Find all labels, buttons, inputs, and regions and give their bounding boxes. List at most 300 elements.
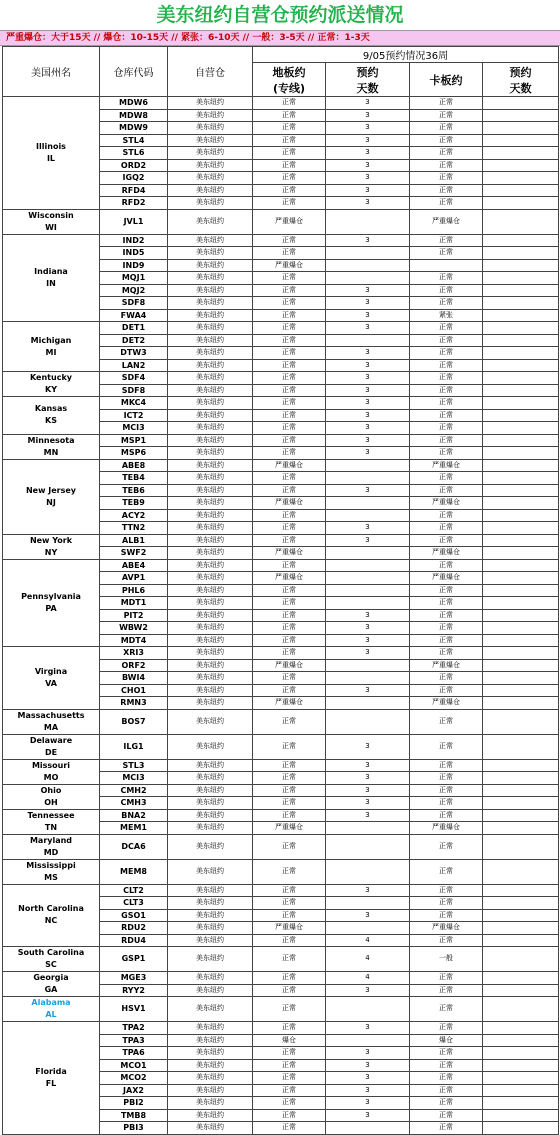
card-days — [483, 409, 559, 422]
floor-days: 3 — [326, 1084, 410, 1097]
card-status: 正常 — [410, 809, 483, 822]
card-days — [483, 597, 559, 610]
warehouse-code: ABE4 — [100, 559, 168, 572]
floor-days: 3 — [326, 1072, 410, 1085]
floor-days: 3 — [326, 297, 410, 310]
floor-days: 3 — [326, 184, 410, 197]
card-days — [483, 147, 559, 160]
warehouse-code: MCO1 — [100, 1059, 168, 1072]
card-status: 正常 — [410, 272, 483, 285]
owner-cell: 美东纽约 — [168, 322, 253, 335]
floor-status: 正常 — [253, 284, 326, 297]
warehouse-code: HSV1 — [100, 997, 168, 1022]
card-days — [483, 1109, 559, 1122]
floor-status: 正常 — [253, 709, 326, 734]
floor-status: 正常 — [253, 147, 326, 160]
card-status: 正常 — [410, 1072, 483, 1085]
floor-status: 正常 — [253, 234, 326, 247]
warehouse-code: STL6 — [100, 147, 168, 160]
warehouse-code: XRI3 — [100, 647, 168, 660]
floor-days: 3 — [326, 172, 410, 185]
card-days — [483, 1022, 559, 1035]
warehouse-code: RFD4 — [100, 184, 168, 197]
warehouse-code: TPA2 — [100, 1022, 168, 1035]
floor-days — [326, 459, 410, 472]
card-status: 正常 — [410, 859, 483, 884]
floor-status: 正常 — [253, 859, 326, 884]
card-status: 正常 — [410, 184, 483, 197]
floor-status: 正常 — [253, 422, 326, 435]
owner-cell: 美东纽约 — [168, 509, 253, 522]
card-days — [483, 1072, 559, 1085]
owner-cell: 美东纽约 — [168, 1109, 253, 1122]
owner-cell: 美东纽约 — [168, 259, 253, 272]
floor-status: 正常 — [253, 1022, 326, 1035]
owner-cell: 美东纽约 — [168, 359, 253, 372]
floor-status: 正常 — [253, 797, 326, 810]
card-days — [483, 859, 559, 884]
card-days — [483, 797, 559, 810]
floor-days: 3 — [326, 422, 410, 435]
header-state: 美国州名 — [3, 47, 100, 97]
card-status: 正常 — [410, 984, 483, 997]
state-cell: Michigan MI — [3, 322, 100, 372]
card-status: 正常 — [410, 359, 483, 372]
owner-cell: 美东纽约 — [168, 772, 253, 785]
floor-status: 正常 — [253, 809, 326, 822]
card-days — [483, 934, 559, 947]
warehouse-code: PBI2 — [100, 1097, 168, 1110]
floor-status: 正常 — [253, 834, 326, 859]
card-status: 严重爆仓 — [410, 697, 483, 710]
table-row — [3, 972, 559, 985]
card-days — [483, 247, 559, 260]
floor-status: 正常 — [253, 97, 326, 110]
floor-days — [326, 709, 410, 734]
state-cell: Georgia GA — [3, 972, 100, 997]
card-status: 正常 — [410, 1097, 483, 1110]
card-days — [483, 434, 559, 447]
floor-status: 严重爆仓 — [253, 822, 326, 835]
warehouse-code: MCI3 — [100, 422, 168, 435]
owner-cell: 美东纽约 — [168, 459, 253, 472]
card-days — [483, 1084, 559, 1097]
table-row — [3, 884, 559, 897]
card-days — [483, 484, 559, 497]
card-days — [483, 134, 559, 147]
warehouse-code: CMH2 — [100, 784, 168, 797]
card-status: 正常 — [410, 447, 483, 460]
floor-status: 正常 — [253, 309, 326, 322]
floor-status: 严重爆仓 — [253, 209, 326, 234]
owner-cell: 美东纽约 — [168, 709, 253, 734]
floor-days: 3 — [326, 122, 410, 135]
floor-status: 正常 — [253, 197, 326, 210]
floor-days — [326, 547, 410, 560]
floor-status: 正常 — [253, 359, 326, 372]
warehouse-code: SWF2 — [100, 547, 168, 560]
card-days — [483, 284, 559, 297]
card-status: 正常 — [410, 134, 483, 147]
floor-status: 正常 — [253, 509, 326, 522]
floor-days — [326, 659, 410, 672]
warehouse-code: ILG1 — [100, 734, 168, 759]
warehouse-code: MQJ1 — [100, 272, 168, 285]
owner-cell: 美东纽约 — [168, 397, 253, 410]
warehouse-code: PIT2 — [100, 609, 168, 622]
card-days — [483, 97, 559, 110]
card-days — [483, 197, 559, 210]
card-status: 正常 — [410, 534, 483, 547]
state-cell: Pennsylvania PA — [3, 559, 100, 647]
card-days — [483, 922, 559, 935]
floor-status: 正常 — [253, 772, 326, 785]
card-status: 正常 — [410, 1109, 483, 1122]
card-days — [483, 609, 559, 622]
floor-days: 3 — [326, 284, 410, 297]
warehouse-code: BWI4 — [100, 672, 168, 685]
warehouse-code: AVP1 — [100, 572, 168, 585]
card-days — [483, 534, 559, 547]
warehouse-code: GSP1 — [100, 947, 168, 972]
owner-cell: 美东纽约 — [168, 572, 253, 585]
owner-cell: 美东纽约 — [168, 534, 253, 547]
state-cell: Missouri MO — [3, 759, 100, 784]
floor-status: 严重爆仓 — [253, 547, 326, 560]
floor-days: 3 — [326, 1022, 410, 1035]
card-status: 正常 — [410, 334, 483, 347]
warehouse-code: MDW9 — [100, 122, 168, 135]
floor-status: 正常 — [253, 534, 326, 547]
state-cell: Indiana IN — [3, 234, 100, 322]
warehouse-code: CLT3 — [100, 897, 168, 910]
owner-cell: 美东纽约 — [168, 447, 253, 460]
floor-status: 正常 — [253, 997, 326, 1022]
warehouse-code: ABE8 — [100, 459, 168, 472]
floor-days: 3 — [326, 784, 410, 797]
card-status: 正常 — [410, 509, 483, 522]
warehouse-code: IGQ2 — [100, 172, 168, 185]
floor-days — [326, 209, 410, 234]
card-days — [483, 972, 559, 985]
floor-days — [326, 697, 410, 710]
owner-cell: 美东纽约 — [168, 647, 253, 660]
card-status: 正常 — [410, 797, 483, 810]
floor-days: 3 — [326, 734, 410, 759]
state-cell: New York NY — [3, 534, 100, 559]
floor-status: 正常 — [253, 672, 326, 685]
warehouse-code: RFD2 — [100, 197, 168, 210]
owner-cell: 美东纽约 — [168, 272, 253, 285]
warehouse-code: IND9 — [100, 259, 168, 272]
floor-days: 3 — [326, 409, 410, 422]
card-days — [483, 647, 559, 660]
card-status: 正常 — [410, 609, 483, 622]
state-cell: Florida FL — [3, 1022, 100, 1135]
card-days — [483, 659, 559, 672]
floor-days — [326, 997, 410, 1022]
owner-cell: 美东纽约 — [168, 422, 253, 435]
owner-cell: 美东纽约 — [168, 997, 253, 1022]
card-status: 正常 — [410, 172, 483, 185]
card-days — [483, 447, 559, 460]
card-status: 爆仓 — [410, 1034, 483, 1047]
floor-status: 正常 — [253, 1109, 326, 1122]
floor-days: 3 — [326, 1109, 410, 1122]
floor-status: 正常 — [253, 472, 326, 485]
owner-cell: 美东纽约 — [168, 909, 253, 922]
state-cell: Kansas KS — [3, 397, 100, 435]
floor-days — [326, 497, 410, 510]
floor-days: 4 — [326, 972, 410, 985]
card-days — [483, 1059, 559, 1072]
owner-cell: 美东纽约 — [168, 1097, 253, 1110]
owner-cell: 美东纽约 — [168, 472, 253, 485]
state-cell: Delaware DE — [3, 734, 100, 759]
warehouse-code: MSP6 — [100, 447, 168, 460]
card-days — [483, 309, 559, 322]
card-status: 正常 — [410, 247, 483, 260]
floor-status: 正常 — [253, 347, 326, 360]
warehouse-code: TEB4 — [100, 472, 168, 485]
warehouse-code: TEB9 — [100, 497, 168, 510]
card-days — [483, 372, 559, 385]
floor-days: 3 — [326, 397, 410, 410]
owner-cell: 美东纽约 — [168, 1059, 253, 1072]
card-status: 正常 — [410, 784, 483, 797]
card-days — [483, 234, 559, 247]
owner-cell: 美东纽约 — [168, 922, 253, 935]
card-days — [483, 1097, 559, 1110]
floor-status: 正常 — [253, 1047, 326, 1060]
card-days — [483, 759, 559, 772]
card-status: 严重爆仓 — [410, 209, 483, 234]
card-status: 正常 — [410, 759, 483, 772]
header-floor-days: 预约 天数 — [326, 63, 410, 97]
floor-status: 正常 — [253, 484, 326, 497]
floor-status: 严重爆仓 — [253, 497, 326, 510]
floor-status: 正常 — [253, 734, 326, 759]
floor-status: 正常 — [253, 1059, 326, 1072]
card-days — [483, 522, 559, 535]
floor-days: 3 — [326, 984, 410, 997]
card-days — [483, 422, 559, 435]
card-days — [483, 1047, 559, 1060]
warehouse-code: MQJ2 — [100, 284, 168, 297]
card-days — [483, 209, 559, 234]
floor-status: 正常 — [253, 409, 326, 422]
floor-status: 正常 — [253, 247, 326, 260]
table-row — [3, 322, 559, 335]
floor-status: 严重爆仓 — [253, 659, 326, 672]
card-status: 正常 — [410, 234, 483, 247]
state-cell: Wisconsin WI — [3, 209, 100, 234]
floor-days: 3 — [326, 234, 410, 247]
floor-days — [326, 572, 410, 585]
state-cell: Ohio OH — [3, 784, 100, 809]
warehouse-code: IND2 — [100, 234, 168, 247]
floor-status: 正常 — [253, 1084, 326, 1097]
card-status: 正常 — [410, 147, 483, 160]
table-row — [3, 647, 559, 660]
card-days — [483, 822, 559, 835]
owner-cell: 美东纽约 — [168, 1047, 253, 1060]
warehouse-code: CLT2 — [100, 884, 168, 897]
owner-cell: 美东纽约 — [168, 697, 253, 710]
floor-days — [326, 672, 410, 685]
card-status: 正常 — [410, 1084, 483, 1097]
card-status: 正常 — [410, 472, 483, 485]
card-days — [483, 622, 559, 635]
owner-cell: 美东纽约 — [168, 197, 253, 210]
warehouse-code: MEM8 — [100, 859, 168, 884]
warehouse-code: RDU4 — [100, 934, 168, 947]
floor-days: 3 — [326, 159, 410, 172]
card-days — [483, 359, 559, 372]
card-status: 正常 — [410, 772, 483, 785]
warehouse-code: ICT2 — [100, 409, 168, 422]
floor-days: 4 — [326, 934, 410, 947]
card-status: 正常 — [410, 597, 483, 610]
table-row — [3, 834, 559, 859]
floor-days — [326, 897, 410, 910]
warehouse-code: RYY2 — [100, 984, 168, 997]
warehouse-code: ALB1 — [100, 534, 168, 547]
card-status: 正常 — [410, 997, 483, 1022]
card-status: 严重爆仓 — [410, 459, 483, 472]
table-row — [3, 1022, 559, 1035]
warehouse-code: LAN2 — [100, 359, 168, 372]
table-row — [3, 97, 559, 110]
card-status: 正常 — [410, 97, 483, 110]
warehouse-code: MGE3 — [100, 972, 168, 985]
owner-cell: 美东纽约 — [168, 859, 253, 884]
floor-status: 正常 — [253, 947, 326, 972]
table-row — [3, 734, 559, 759]
card-status: 正常 — [410, 709, 483, 734]
card-status: 正常 — [410, 734, 483, 759]
owner-cell: 美东纽约 — [168, 234, 253, 247]
card-status: 严重爆仓 — [410, 497, 483, 510]
card-days — [483, 584, 559, 597]
card-status: 严重爆仓 — [410, 572, 483, 585]
header-card-days: 预约 天数 — [483, 63, 559, 97]
floor-status: 严重爆仓 — [253, 697, 326, 710]
warehouse-code: DET2 — [100, 334, 168, 347]
owner-cell: 美东纽约 — [168, 134, 253, 147]
floor-status: 正常 — [253, 372, 326, 385]
card-status: 正常 — [410, 522, 483, 535]
floor-status: 正常 — [253, 584, 326, 597]
floor-days: 3 — [326, 609, 410, 622]
card-status: 正常 — [410, 434, 483, 447]
floor-status: 正常 — [253, 759, 326, 772]
owner-cell: 美东纽约 — [168, 522, 253, 535]
warehouse-code: DCA6 — [100, 834, 168, 859]
card-status: 正常 — [410, 559, 483, 572]
warehouse-code: TEB6 — [100, 484, 168, 497]
card-status: 紧张 — [410, 309, 483, 322]
warehouse-code: MDT1 — [100, 597, 168, 610]
owner-cell: 美东纽约 — [168, 1072, 253, 1085]
owner-cell: 美东纽约 — [168, 247, 253, 260]
floor-days — [326, 597, 410, 610]
floor-status: 严重爆仓 — [253, 572, 326, 585]
owner-cell: 美东纽约 — [168, 97, 253, 110]
appointment-table — [2, 46, 559, 1135]
card-status: 正常 — [410, 647, 483, 660]
floor-status: 正常 — [253, 184, 326, 197]
floor-days — [326, 509, 410, 522]
card-days — [483, 1122, 559, 1135]
floor-status: 正常 — [253, 384, 326, 397]
warehouse-code: TPA6 — [100, 1047, 168, 1060]
warehouse-code: TMB8 — [100, 1109, 168, 1122]
floor-days: 3 — [326, 772, 410, 785]
floor-days: 3 — [326, 622, 410, 635]
owner-cell: 美东纽约 — [168, 172, 253, 185]
card-status: 正常 — [410, 834, 483, 859]
floor-days: 4 — [326, 947, 410, 972]
floor-days: 3 — [326, 322, 410, 335]
floor-days — [326, 259, 410, 272]
state-cell: South Carolina SC — [3, 947, 100, 972]
floor-days: 3 — [326, 534, 410, 547]
owner-cell: 美东纽约 — [168, 147, 253, 160]
owner-cell: 美东纽约 — [168, 297, 253, 310]
owner-cell: 美东纽约 — [168, 947, 253, 972]
floor-days: 3 — [326, 372, 410, 385]
card-days — [483, 834, 559, 859]
warehouse-code: ORD2 — [100, 159, 168, 172]
table-row — [3, 809, 559, 822]
floor-days: 3 — [326, 909, 410, 922]
card-status: 严重爆仓 — [410, 547, 483, 560]
card-status: 正常 — [410, 322, 483, 335]
floor-days: 3 — [326, 522, 410, 535]
warehouse-code: SDF4 — [100, 372, 168, 385]
table-row — [3, 759, 559, 772]
card-days — [483, 572, 559, 585]
warehouse-code: CHO1 — [100, 684, 168, 697]
owner-cell: 美东纽约 — [168, 659, 253, 672]
owner-cell: 美东纽约 — [168, 634, 253, 647]
table-row — [3, 534, 559, 547]
card-days — [483, 172, 559, 185]
card-days — [483, 784, 559, 797]
floor-status: 正常 — [253, 559, 326, 572]
floor-status: 正常 — [253, 684, 326, 697]
floor-days: 3 — [326, 109, 410, 122]
floor-status: 正常 — [253, 172, 326, 185]
card-days — [483, 122, 559, 135]
table-row — [3, 209, 559, 234]
floor-status: 正常 — [253, 934, 326, 947]
card-days — [483, 459, 559, 472]
owner-cell: 美东纽约 — [168, 159, 253, 172]
owner-cell: 美东纽约 — [168, 809, 253, 822]
card-status: 正常 — [410, 1047, 483, 1060]
warehouse-code: MKC4 — [100, 397, 168, 410]
owner-cell: 美东纽约 — [168, 984, 253, 997]
status-legend: 严重爆仓：大于15天 // 爆仓：10-15天 // 紧张：6-10天 // 一般：3-5天 // 正常：1-3天 — [0, 30, 560, 46]
warehouse-code: FWA4 — [100, 309, 168, 322]
card-status: 正常 — [410, 409, 483, 422]
card-days — [483, 984, 559, 997]
floor-status: 正常 — [253, 784, 326, 797]
floor-days: 3 — [326, 647, 410, 660]
owner-cell: 美东纽约 — [168, 684, 253, 697]
